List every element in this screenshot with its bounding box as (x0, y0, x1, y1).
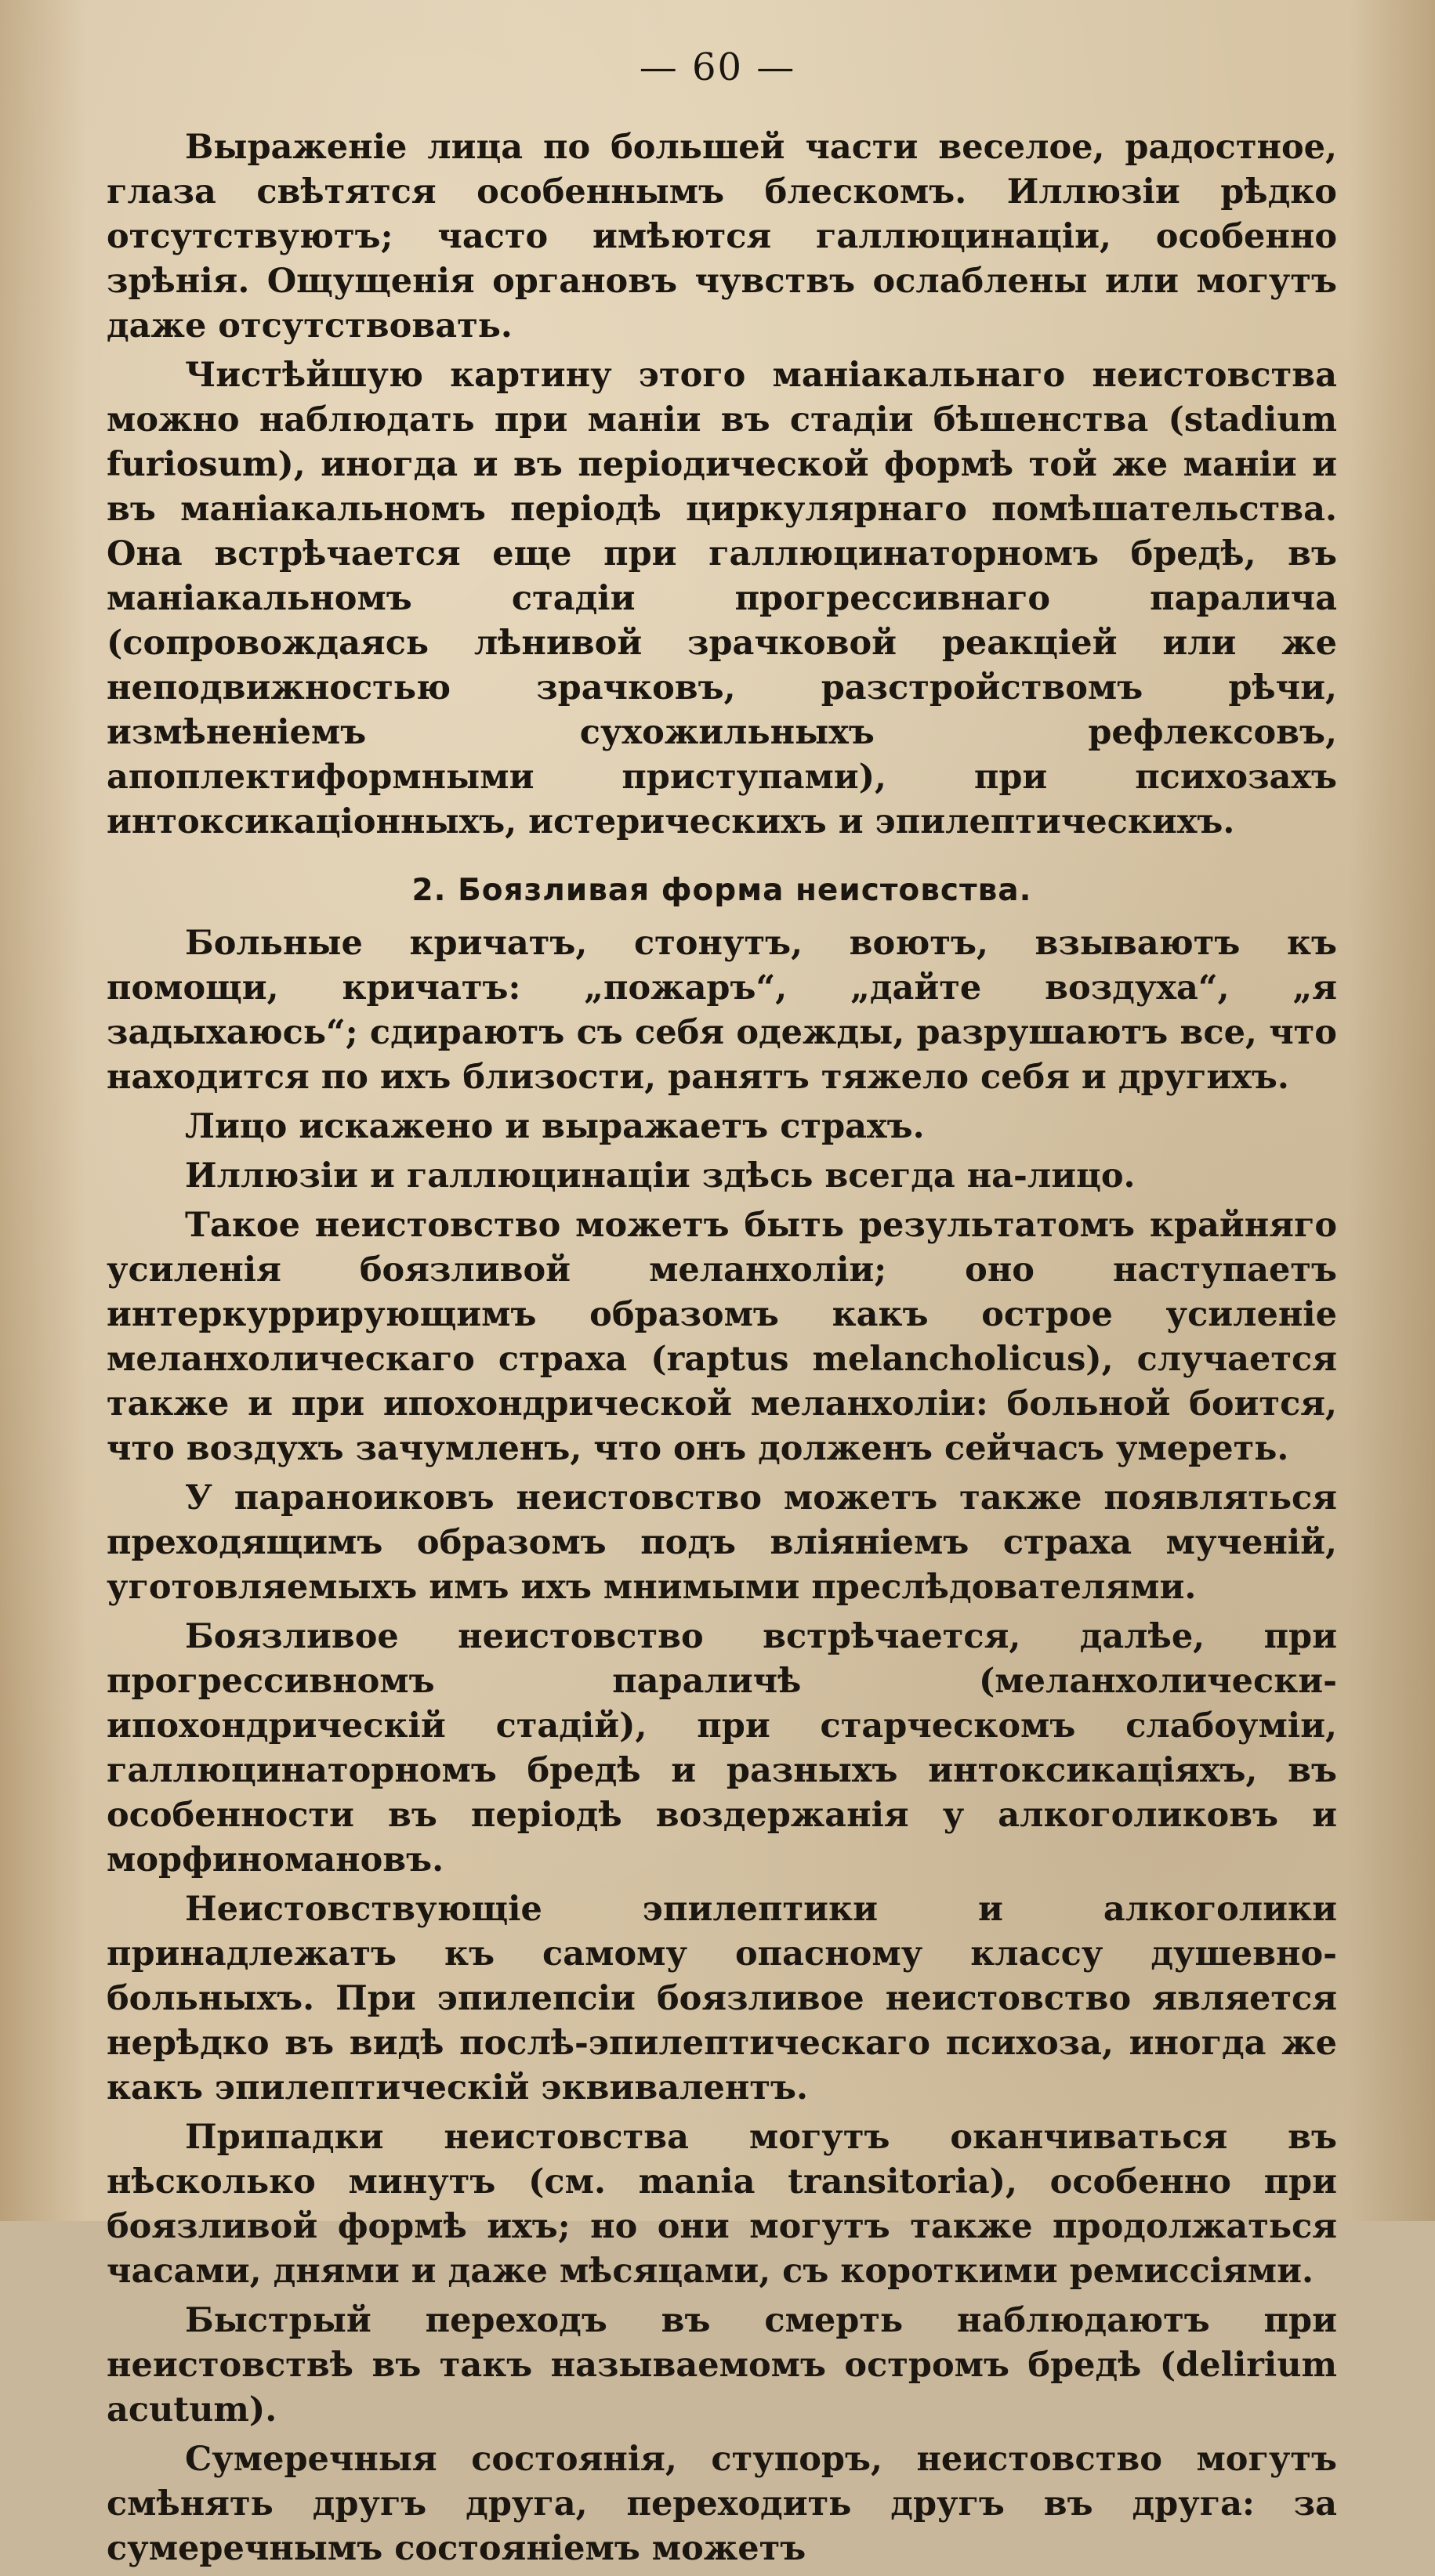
paragraph-patients-scream: Больные кричатъ, стонутъ, воютъ, взываютъ къ помощи, кричатъ: „пожаръ“, „дайте воздуха“, „я задыхаюсь“; сдираютъ съ себя одежды, разрушаютъ все, что находится по ихъ близости, ранятъ тяжело себя и другихъ. (107, 924, 1337, 1097)
paragraph-illusions-present: Иллюзіи и галлюцинаціи здѣсь всегда на-лицо. (185, 1156, 1136, 1196)
paragraph-attack-duration: Припадки неистовства могутъ оканчиваться въ нѣсколько минутъ (см. mania transitoria), особенно при боязливой формѣ ихъ; но они могутъ также продолжаться часами, днями и даже мѣсяцами, съ короткими ремиссіями. (107, 2118, 1337, 2291)
page-text (107, 125, 1337, 2576)
section-heading: 2. Боязливая форма неистовства. (411, 873, 1032, 908)
paragraph-face-distorted: Лицо искажено и выражаетъ страхъ. (185, 1107, 925, 1146)
paragraph-manic-frenzy: Чистѣйшую картину этого маніакальнаго неистовства можно наблюдать при маніи въ стадіи бѣшенства (stadium furiosum), иногда и въ періодической формѣ той же маніи и въ маніакальномъ періодѣ циркулярнаго помѣшательства. Она встрѣчается еще при галлюцинаторномъ бредѣ, въ маніакальномъ стадіи прогрессивнаго паралича (сопровождаясь лѣнивой зрачковой реакціей или же неподвижностью зрачковъ, разстройствомъ рѣчи, измѣненіемъ сухожильныхъ рефлексовъ, апоплектиформными приступами), при психозахъ интоксикаціонныхъ, истерическихъ и эпилептическихъ. (107, 356, 1337, 841)
paragraph-epileptics: Неистовствующіе эпилептики и алкоголики принадлежатъ къ самому опасному классу душевно-больныхъ. При эпилепсіи боязливое неистовство является нерѣдко въ видѣ послѣ-эпилептическаго психоза, иногда же какъ эпилептическій эквивалентъ. (107, 1890, 1337, 2107)
page-number: — 60 — (639, 45, 796, 89)
paragraph-melancholia: Такое неистовство можетъ быть результатомъ крайняго усиленія боязливой меланхоліи; оно наступаетъ интеркуррирующимъ образомъ какъ острое усиленіе меланхолическаго страха (raptus melancholicus), случается также и при ипохондрической меланхоліи: больной боится, что воздухъ зачумленъ, что онъ долженъ сейчасъ умереть. (107, 1206, 1337, 1468)
paragraph-progressive-paralysis: Боязливое неистовство встрѣчается, далѣе, при прогрессивномъ параличѣ (меланхолически-ипохондрическій стадій), при старческомъ слабоуміи, галлюцинаторномъ бредѣ и разныхъ интоксикаціяхъ, въ особенности въ періодѣ воздержанія у алкоголиковъ и морфиномановъ. (107, 1617, 1337, 1880)
paragraph-delirium-acutum: Быстрый переходъ въ смерть наблюдаютъ при неистовствѣ въ такъ называемомъ остромъ бредѣ (delirium acutum). (107, 2301, 1337, 2429)
paragraph-paranoiacs: У параноиковъ неистовство можетъ также появляться преходящимъ образомъ подъ вліяніемъ страха мученій, уготовляемыхъ имъ ихъ мнимыми преслѣдователями. (107, 1478, 1337, 1607)
paragraph-face-expression: Выраженіе лица по большей части веселое, радостное, глаза свѣтятся особеннымъ блескомъ. Иллюзіи рѣдко отсутствуютъ; часто имѣются галлюцинаціи, особенно зрѣнія. Ощущенія органовъ чувствъ ослаблены или могутъ даже отсутствовать. (107, 128, 1337, 346)
paragraph-twilight-states: Сумеречныя состоянія, ступоръ, неистовство могутъ смѣнять другъ друга, переходить другъ въ друга: за сумеречнымъ состояніемъ можетъ (107, 2440, 1337, 2568)
